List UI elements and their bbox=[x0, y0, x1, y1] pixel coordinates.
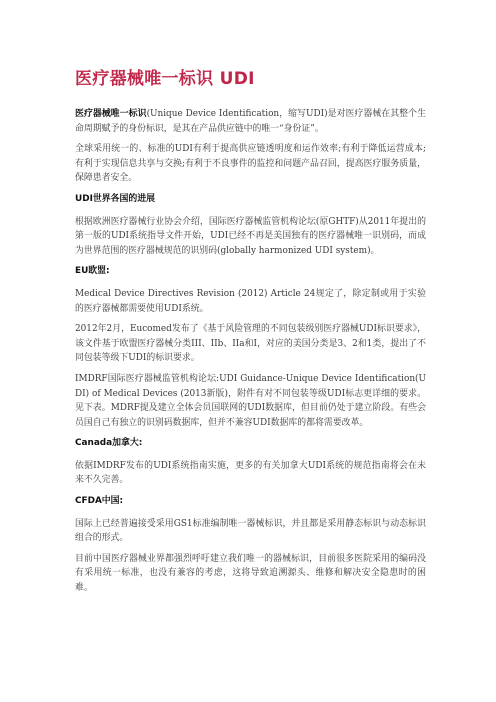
section-paragraph: 目前中国医疗器械业界都强烈呼吁建立我们唯一的器械标识，目前很多医院采用的编码没有采用统一标准，也没有兼容的考虑，这将导致追溯源头、维修和解决安全隐患时的困难。 bbox=[75, 553, 426, 594]
intro-paragraph bbox=[75, 107, 426, 136]
section-paragraph: IMDRF国际医疗器械监管机构论坛:UDI Guidance-Unique Device Identification(UDI) of Medical Devices (2013新版)，附件有对不同包装等级UDI标志更详细的要求。见下表。MDRF提及建立全体会员国联网的UDI数据库，但目前仍处于建立阶段。有些会员国自己有独立的识别码数据库，但并不兼容UDI数据库的都将需要改革。 bbox=[75, 373, 426, 428]
page-title: 医疗器械唯一标识 UDI bbox=[75, 69, 255, 89]
section-paragraph: 根据欧洲医疗器械行业协会介绍，国际医疗器械监管机构论坛(原GHTF)从2011年提出的第一版的UDI系统指导文件开始，UDI已经不再是美国独有的医疗器械唯一识别码，而成为世界范围的医疗器械规范的识别码(globally harmonized UDI system)。 bbox=[75, 216, 426, 256]
section-heading-eu: EU欧盟: bbox=[75, 266, 110, 277]
intro-text: (Unique Device Identification，缩写UDI)是对医疗器械在其整个生命周期赋予的身份标识，是其在产品供应链中的唯一“身份证”。 bbox=[75, 109, 427, 134]
section-paragraph: 国际上已经普遍接受采用GS1标准编制唯一器械标识，并且都是采用静态标识与动态标识组合的形式。 bbox=[75, 518, 426, 544]
section-paragraph: 2012年2月，Eucomed发布了《基于风险管理的不同包装级别医疗器械UDI标识要求》，该文件基于欧盟医疗器械分类III、IIb、IIa和I，对应的美国分类是3、2和1类，提出了不同包装等级下UDI的标识要求。 bbox=[75, 324, 426, 364]
section-heading-china: CFDA中国: bbox=[75, 496, 124, 507]
section-heading-canada: Canada加拿大: bbox=[75, 438, 143, 449]
section-heading-world: UDI世界各国的进展 bbox=[75, 193, 155, 204]
section-paragraph: 依据IMDRF发布的UDI系统指南实施，更多的有关加拿大UDI系统的规范指南将会在未来不久完善。 bbox=[75, 460, 426, 486]
intro-paragraph-2: 全球采用统一的、标准的UDI有利于提高供应链透明度和运作效率;有利于降低运营成本;有利于实现信息共享与交换;有利于不良事件的监控和问题产品召回，提高医疗服务质量，保障患者安全。 bbox=[75, 144, 426, 184]
section-paragraph: Medical Device Directives Revision (2012) Article 24规定了，除定制或用于实验的医疗器械都需要使用UDI系统。 bbox=[75, 288, 426, 314]
intro-bold-term: 医疗器械唯一标识 bbox=[75, 109, 147, 119]
